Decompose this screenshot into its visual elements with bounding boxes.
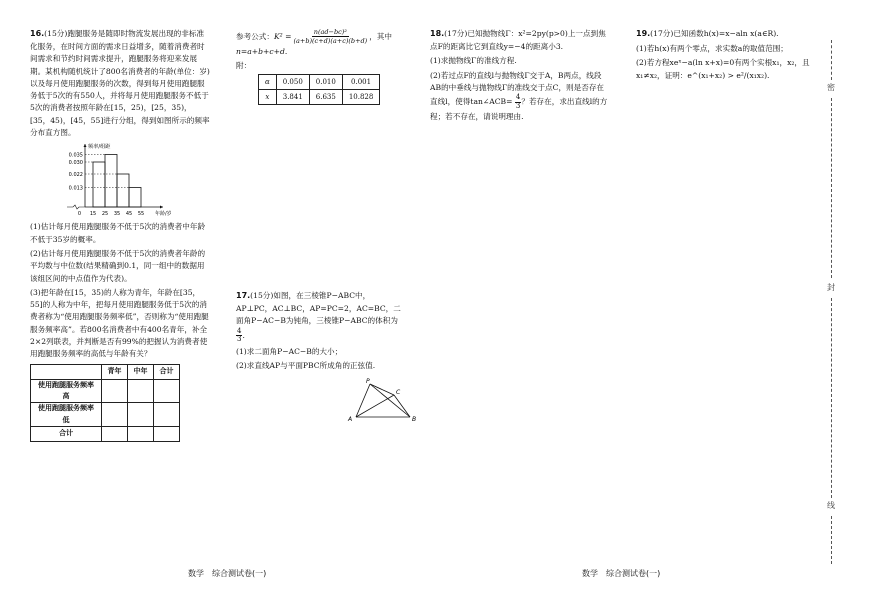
- contingency-header-row: [31, 364, 180, 379]
- q17-part2: (2)求直线AP与平面PBC所成角的正弦值.: [236, 361, 376, 371]
- q18-part2: [430, 70, 610, 123]
- question-19: [636, 28, 816, 84]
- row-label: 使用跑腿服务频率低: [31, 403, 102, 427]
- table-row: [31, 379, 180, 403]
- question-18: [430, 28, 610, 125]
- q17-frac-num: 4: [237, 326, 242, 335]
- formula-numerator: n(ad−bc)²: [313, 28, 347, 36]
- label-C: C: [396, 388, 401, 396]
- edge-PB: [370, 384, 410, 417]
- q18-part1: (1)求抛物线Γ的准线方程.: [430, 56, 517, 66]
- table-cell: x: [259, 90, 277, 105]
- q19-part1: (1)若h(x)有两个零点，求实数a的取值范围；: [636, 43, 788, 53]
- q18-frac-num: 4: [515, 93, 521, 102]
- q18-part2-text: (2)若过点F的直线l与抛物线Γ交于A，B两点，线段AB的中垂线与抛物线Γ的准线交于点C，则是否存在直线l，使得tan∠ACB=: [430, 70, 605, 107]
- table-cell: [102, 379, 128, 403]
- formula-n: n=a+b+c+d.: [236, 46, 288, 56]
- q16-part1: (1)估计每月使用跑腿服务不低于5次的消费者中年龄不低于35岁的概率。: [30, 222, 206, 244]
- table-cell: 3.841: [276, 90, 309, 105]
- q17-score: (15分): [250, 291, 274, 300]
- q16-intro-text: 跑腿服务是随即时物流发展出现的非标准化服务，在时间方面的需求日益增多，随着消费者时间需求和节约时间需求提升，跑腿服务将迎来发展期。某机构随机统计了800名消费者的年龄(单位：岁)以及每月使用跑腿服务的次数，得到每月使用跑腿服务低于5次的有550人，并将每月使用跑腿服务不低于5次的消费者按照年龄在[15，25)，[25，35)，[35，45)，[45，55]进行分组，得到如图所示的频率分布直方图。: [30, 29, 210, 138]
- binding-char-2: 封: [827, 283, 835, 292]
- binding-char-3: 线: [827, 501, 835, 510]
- histogram-bar: [93, 162, 105, 207]
- q18-number: 18.: [430, 29, 445, 38]
- q16-number: 16.: [30, 29, 45, 38]
- formula-tail: ，其中: [369, 31, 392, 41]
- binding-line-mid2: [831, 298, 832, 498]
- q18-part2-end: ？若存在，求出直线l的方程；若不存在，请说明理由.: [430, 97, 608, 121]
- x-tick-label: 35: [113, 211, 121, 218]
- contingency-header-cell: [31, 364, 102, 379]
- footer-left: 数学 综合测试卷(一): [188, 569, 267, 578]
- q17-part1: (1)求二面角P−AC−B的大小；: [236, 346, 343, 356]
- label-A: A: [348, 415, 353, 423]
- table-cell: 0.001: [342, 75, 380, 90]
- contingency-header-cell: 中年: [128, 364, 154, 379]
- x-tick-label: 15: [89, 211, 97, 218]
- question-17: [236, 290, 417, 427]
- edge-PC: [370, 384, 394, 395]
- q18-score: (17分): [444, 29, 468, 38]
- table-cell: 0.010: [309, 75, 342, 90]
- formula-fraction: [293, 28, 367, 46]
- label-P: P: [366, 377, 370, 385]
- table-row: [31, 426, 180, 441]
- histogram-bar: [129, 188, 141, 208]
- x-axis-label: 年龄/岁: [155, 211, 172, 218]
- table-cell: [128, 426, 154, 441]
- table-cell: [102, 403, 128, 427]
- table-cell: 0.050: [276, 75, 309, 90]
- table-cell: α: [259, 75, 277, 90]
- axis-break: [67, 205, 85, 209]
- q16-score: (15分): [44, 29, 68, 38]
- table-cell: [154, 379, 180, 403]
- x-axis-arrow: [160, 206, 163, 209]
- table-cell: [128, 379, 154, 403]
- x-tick-label: 45: [125, 211, 133, 218]
- table-cell: 6.635: [309, 90, 342, 105]
- q16-part2: (2)估计每月使用跑腿服务不低于5次的消费者年龄的平均数与中位数(结果精确到0.1，同一组中的数据用该组区间的中点值作为代表)。: [30, 248, 206, 283]
- formula-line: [236, 28, 406, 46]
- footer-right: 数学 综合测试卷(一): [582, 569, 661, 578]
- q17-fraction: [236, 328, 242, 344]
- row-label: 合计: [31, 426, 102, 441]
- origin-label: 0: [77, 211, 81, 218]
- q18-text: [430, 28, 610, 53]
- x-tick-label: 25: [101, 211, 109, 218]
- q19-number: 19.: [636, 29, 651, 38]
- q16-part3: (3)把年龄在[15，35)的人称为青年，年龄在[35，55]的人称为中年，把每月使用跑腿服务低于5次的消费者称为“使用跑腿服务频率低”，否则称为“使用跑腿服务频率高”。若800名消费者中有400名青年，补全2×2列联表，并判断是否有99%的把握认为消费者使用跑腿服务频率的高低与年龄有关？: [30, 287, 209, 359]
- binding-char-1: 密: [827, 83, 835, 92]
- row-label: 使用跑腿服务频率高: [31, 379, 102, 403]
- q19-part2: (2)若方程xeˣ−a(ln x+x)=0有两个实根x₁，x₂，且x₁≠x₂，证明：e^(x₁+x₂) > e²/(x₁x₂).: [636, 58, 810, 80]
- table-row: [31, 403, 180, 427]
- edge-PA: [356, 384, 370, 417]
- y-axis-arrow: [84, 144, 87, 147]
- frequency-histogram: [30, 141, 200, 217]
- attach-label: 附：: [236, 61, 252, 71]
- reference-section: [236, 28, 406, 105]
- edge-AC: [356, 395, 394, 417]
- contingency-header-cell: 青年: [102, 364, 128, 379]
- y-tick-label: 0.035: [68, 152, 83, 159]
- q18-frac-den: 3: [515, 101, 521, 110]
- q17-text1: 如图，在三棱锥P−ABC中，AP⊥PC，AC⊥BC，AP=PC=2，AC=BC，二面角P−AC−B为钝角，三棱锥P−ABC的体积为: [236, 291, 401, 326]
- q19-text: [636, 28, 816, 41]
- table-row: [259, 75, 380, 90]
- binding-line-mid1: [831, 98, 832, 278]
- formula-lhs: K² =: [273, 31, 292, 41]
- table-cell: [102, 426, 128, 441]
- y-tick-label: 0.013: [68, 185, 83, 192]
- tetrahedron-figure: [346, 377, 426, 427]
- q19-score: (17分): [650, 29, 674, 38]
- formula-denominator: (a+b)(c+d)(a+c)(b+d): [293, 37, 368, 46]
- question-16: [30, 28, 210, 442]
- table-cell: [154, 403, 180, 427]
- q17-number: 17.: [236, 291, 251, 300]
- binding-line-top: [831, 40, 832, 80]
- formula-label: 参考公式：: [236, 31, 274, 41]
- q19-text1: 已知函数h(x)=x−aln x(a∈R).: [673, 29, 779, 38]
- histogram-bar: [117, 174, 129, 207]
- contingency-table: [30, 364, 180, 442]
- q17-frac-den: 3: [237, 335, 242, 344]
- contingency-header-cell: 合计: [154, 364, 180, 379]
- q18-text1: 已知抛物线Γ：x²=2py(p>0)上一点到焦点F的距离比它到直线y=−4的距离小3.: [430, 29, 606, 51]
- critical-value-table: [258, 74, 380, 105]
- binding-line-bottom: [831, 516, 832, 564]
- y-tick-label: 0.030: [68, 160, 83, 167]
- table-cell: [154, 426, 180, 441]
- q16-intro: [30, 28, 210, 139]
- table-cell: [128, 403, 154, 427]
- q17-text: 17.(15分)如图，在三棱锥P−ABC中，AP⊥PC，AC⊥BC，AP=PC=2，AC=BC，二面角P−AC−B为钝角，三棱锥P−ABC的体积为 $\frac{4}{3}$ .: [236, 291, 401, 344]
- table-cell: 10.828: [342, 90, 380, 105]
- histogram-bar: [105, 155, 117, 208]
- label-B: B: [412, 415, 417, 423]
- x-tick-label: 55: [137, 211, 145, 218]
- y-axis-label: 频率/组距: [88, 144, 111, 151]
- table-row: [259, 90, 380, 105]
- y-tick-label: 0.022: [68, 172, 83, 179]
